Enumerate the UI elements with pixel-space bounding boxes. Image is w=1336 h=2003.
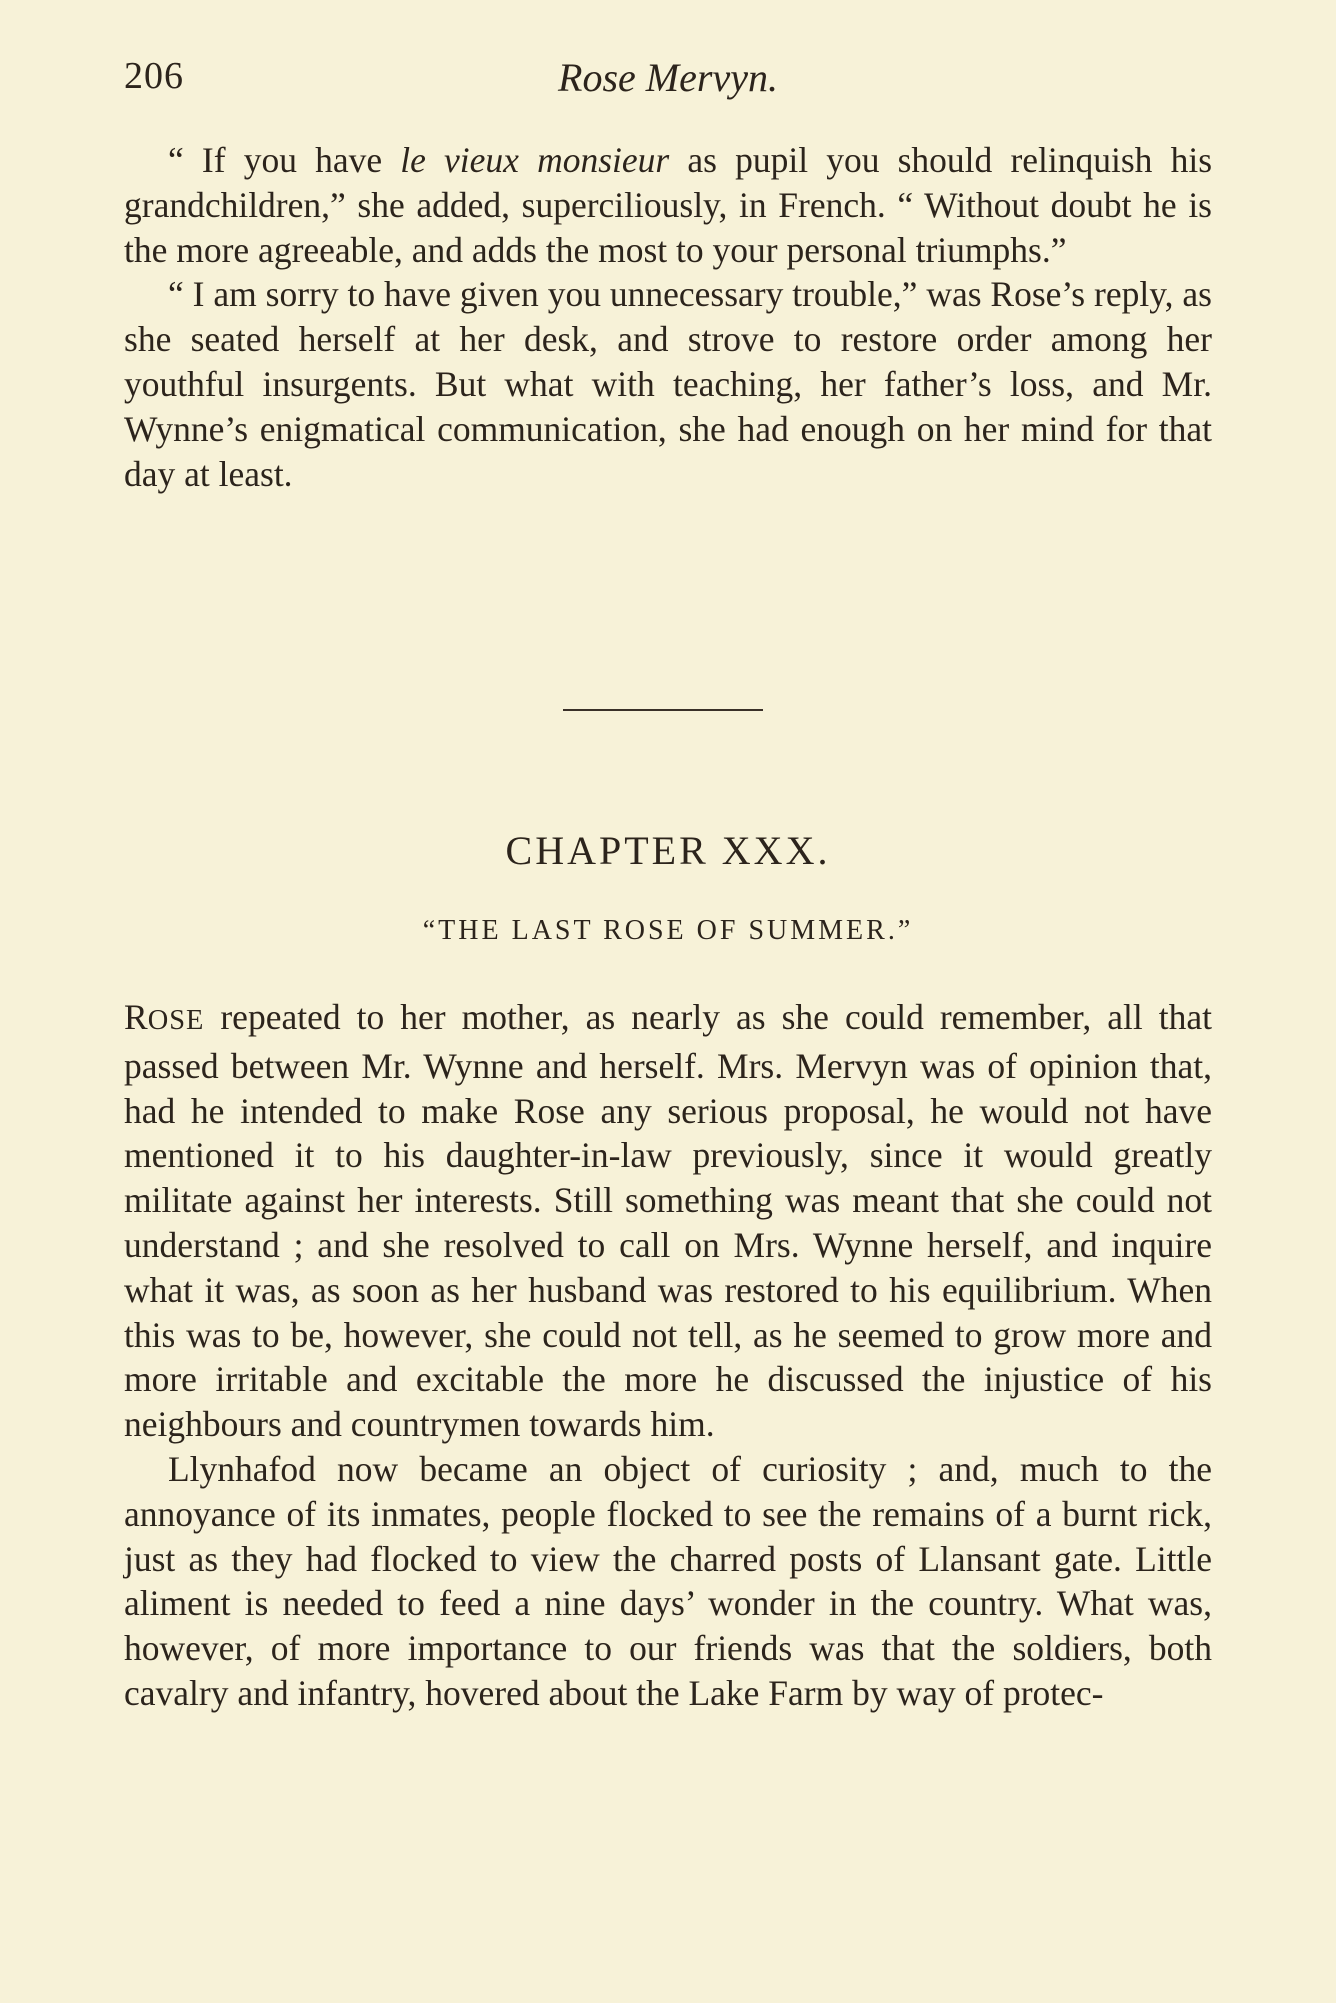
opening-paragraph bbox=[124, 995, 1212, 1447]
paragraph bbox=[124, 138, 1212, 272]
small-caps-text: OSE bbox=[147, 1005, 205, 1036]
paragraph-text: repeated to her mother, as nearly as she could remember, all that passed between Mr. Wynne and herself. Mrs. Mervyn was of opinion that, had he intended to make Rose any serious proposal, he would not have mentioned it to his daughter-in-law previously, since it would greatly militate against her interests. Still something was meant that she could not understand ; and she resolved to call on Mrs. Wynne herself, and inquire what it was, as soon as her husband was restored to his equilibrium. When this was to be, however, she could not tell, as he seemed to grow more and more irritable and excitable the more he discussed the injustice of his neighbours and countrymen towards him. bbox=[124, 997, 1212, 1445]
initial-letter: R bbox=[124, 997, 148, 1037]
paragraph-text: as pupil you should relinquish his grandchildren,” she added, superciliously, in French. “ Without doubt he is the more agreeable, and adds the most to your personal triumphs.” bbox=[124, 140, 1213, 270]
page-header bbox=[124, 54, 1212, 114]
chapter-subtitle: “THE LAST ROSE OF SUMMER.” bbox=[422, 915, 914, 946]
continued-text-block bbox=[124, 138, 1212, 496]
paragraph: Llynhafod now became an object of curiosity ; and, much to the annoyance of its inmates, people flocked to see the remains of a burnt rick, just as they had flocked to view the charred posts of Llansant gate. Little aliment is needed to feed a nine days’ wonder in the country. What was, however, of more importance to our friends was that the soldiers, both cavalry and infantry, hovered about the Lake Farm by way of protec- bbox=[124, 1448, 1212, 1713]
chapter-title: CHAPTER XXX. bbox=[505, 828, 831, 873]
section-divider bbox=[563, 709, 763, 711]
italic-phrase: le vieux monsieur bbox=[400, 140, 670, 180]
quote-open-text: “ If you have bbox=[168, 140, 401, 180]
page-number: 206 bbox=[124, 55, 184, 97]
running-title: Rose Mervyn. bbox=[558, 55, 778, 100]
chapter-text-block bbox=[124, 995, 1212, 1716]
paragraph: “ I am sorry to have given you unnecessary trouble,” was Rose’s reply, as she seated herself at her desk, and strove to restore order among her youthful insurgents. But what with teaching, her father’s loss, and Mr. Wynne’s enigmatical communication, she had enough on her mind for that day at least. bbox=[124, 274, 1212, 494]
